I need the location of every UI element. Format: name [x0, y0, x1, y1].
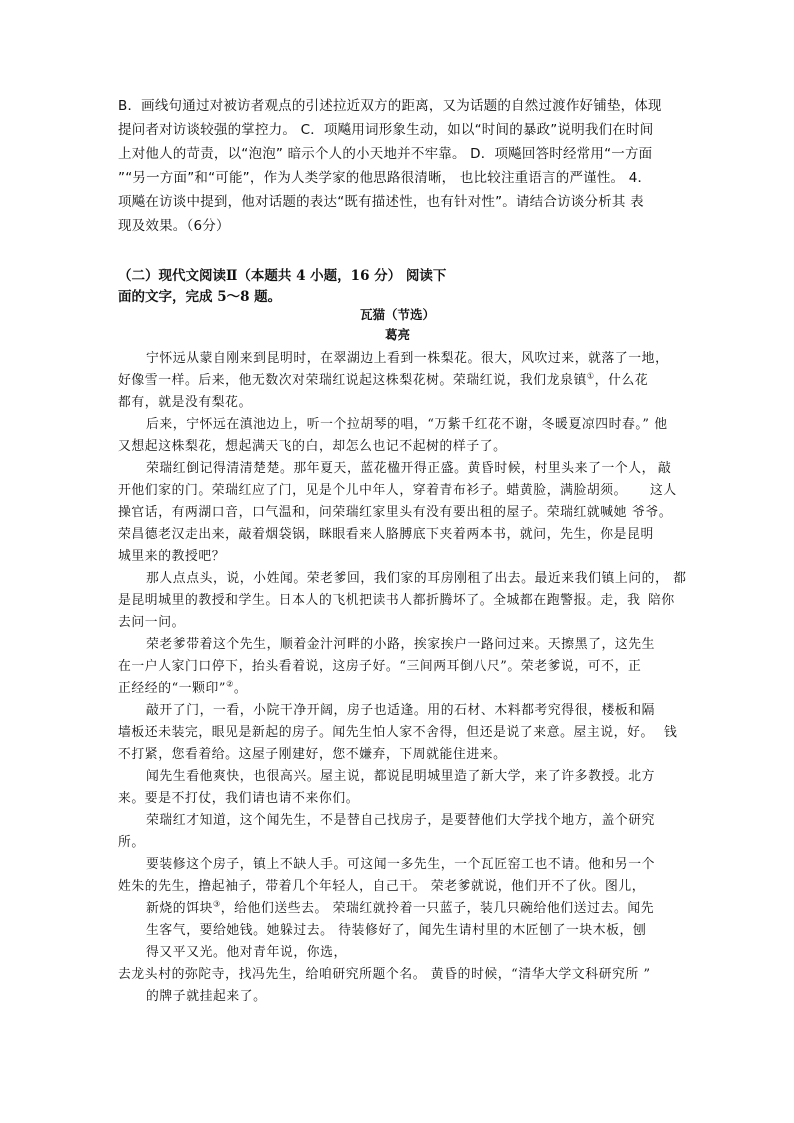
passage-line: 闻先生看他爽快，也很高兴。屋主说，都说昆明城里造了新大学，来了许多教授。北方 — [146, 769, 656, 784]
passage-line: 好像雪一样。后来，他无数次对荣瑞红说起这株梨花树。荣瑞红说，我们龙泉镇①，什么花 — [118, 371, 649, 388]
question-line: B．画线句通过对被访者观点的引述拉近双方的距离，又为话题的自然过渡作好铺垫，体现 — [118, 98, 662, 114]
footnote-marker: ③ — [212, 899, 221, 909]
passage-line: 要装修这个房子，镇上不缺人手。可这闻一多先生，一个瓦匠窑工也不请。他和另一个 — [146, 857, 656, 872]
question-line: 现及效果。（6分） — [118, 218, 230, 234]
passage-line: 生客气，要给她钱。她躲过去。 待装修好了，闻先生请村里的木匠刨了一块木板，刨 — [146, 923, 647, 938]
passage-line: 都有，就是没有梨花。 — [118, 395, 252, 410]
passage-line: 新烧的饵块③，给他们送些去。 荣瑞红就拎着一只蓝子，装几只碗给他们送过去。闻先 — [146, 899, 655, 916]
passage-line: 敲开了门，一看，小院干净开阔，房子也适逢。用的石材、木料都考究得很，楼板和隔 — [146, 703, 656, 718]
passage-line: 陪你 — [648, 593, 675, 608]
passage-line: 在一户人家门口停下，抬头看着说，这房子好。“三间两耳倒八尺”。荣老爹说，可不，正 — [118, 659, 642, 674]
passage-line: 宁怀远从蒙自刚来到昆明时，在翠湖边上看到一株梨花。很大，风吹过来，就落了一地， — [146, 351, 669, 366]
passage-author: 葛亮 — [385, 327, 411, 342]
footnote-marker: ① — [586, 371, 595, 381]
passage-line: 墙板还未装完，眼见是新起的房子。闻先生怕人家不舍得，但还是说了来意。屋主说，好。 — [118, 725, 654, 740]
passage-line: 荣瑞红倒记得清清楚楚。那年夏天，蓝花楹开得正盛。黄昏时候，村里头来了一个人， — [146, 461, 656, 476]
passage-line: 这人 — [650, 483, 677, 498]
passage-line: 荣老爹带着这个先生，顺着金汁河畔的小路，挨家挨户一路问过来。天擦黑了，这先生 — [146, 637, 656, 652]
passage-line: 荣瑞红才知道，这个闻先生，不是替自己找房子，是要替他们大学找个地方，盖个研究 — [146, 813, 656, 828]
passage-line: 得又平又光。他对青年说，你选， — [146, 945, 347, 960]
section-heading-line-2: 面的文字，完成 5～8 题。 — [118, 289, 282, 305]
section-heading-line-1: （二）现代文阅读Ⅱ（本题共 4 小题，16 分） 阅读下 — [118, 268, 447, 284]
passage-line: 荣昌德老汉走出来，敲着烟袋锅，眯眼看来人胳膊底下夹着两本书，就问，先生，你是昆明 — [118, 527, 654, 542]
passage-line: 去龙头村的弥陀寺，找冯先生，给咱研究所题个名。 黄昏的时候，“清华大学文科研究所 ” — [118, 967, 651, 982]
passage-line: 后来，宁怀远在滇池边上，听一个拉胡琴的唱，“万紫千红花不谢，冬暖夏凉四时春。” 他 — [146, 417, 668, 432]
passage-line: 爷爷。 — [632, 505, 673, 520]
passage-line: 又想起这株梨花，想起满天飞的白，却怎么也记不起树的样子了。 — [118, 439, 507, 454]
passage-line: 那人点点头，说，小姓闻。荣老爹回，我们家的耳房刚租了出去。最近来我们镇上问的， 都 — [146, 571, 687, 586]
passage-line: 是昆明城里的教授和学生。日本人的飞机把读书人都折腾坏了。全城都在跑警报。走，我 — [118, 593, 641, 608]
question-line: ”“另一方面”和“可能”，作为人类学家的他思路很清晰， 也比较注重语言的严谨性。 4． — [118, 170, 652, 186]
passage-line: 所。 — [118, 835, 145, 850]
question-line: 提问者对访谈较强的掌控力。 C．项飚用词形象生动，如以“时间的暴政”说明我们在时间 — [118, 122, 654, 138]
passage-line: 敲 — [658, 461, 672, 476]
passage-line: 钱 — [664, 725, 678, 740]
passage-title: 瓦猫（节选） — [360, 307, 436, 322]
passage-line: 姓朱的先生，撸起袖子，带着几个年轻人，自己干。 荣老爹就说，他们开不了伙。图儿， — [118, 879, 646, 894]
question-line: 项飚在访谈中提到，他对话题的表达“既有描述性，也有针对性”。请结合访谈分析其 表 — [118, 194, 644, 210]
passage-line: 操官话，有两湖口音，口气温和，问荣瑞红家里头有没有要出租的屋子。荣瑞红就喊她 — [118, 505, 628, 520]
question-line: 上对他人的苛责，以“泡泡” 暗示个人的小天地并不牢靠。 D．项飚回答时经常用“一方面 — [118, 146, 653, 162]
passage-line: 的牌子就挂起来了。 — [146, 989, 267, 1004]
passage-line: 去问一问。 — [118, 615, 185, 630]
passage-line: 正经经的“一颗印”②。 — [118, 679, 248, 696]
passage-line: 城里来的教授吧？ — [118, 549, 226, 564]
passage-line: 来。要是不打仗，我们请也请不来你们。 — [118, 791, 360, 806]
footnote-marker: ② — [226, 679, 234, 689]
passage-line: 开他们家的门。荣瑞红应了门，见是个儿中年人，穿着青布衫子。蜡黄脸，满脸胡须。 — [118, 483, 628, 498]
passage-line: 不打紧，您看着给。这屋子刚建好，您不嫌弃，下周就能住进来。 — [118, 747, 507, 762]
